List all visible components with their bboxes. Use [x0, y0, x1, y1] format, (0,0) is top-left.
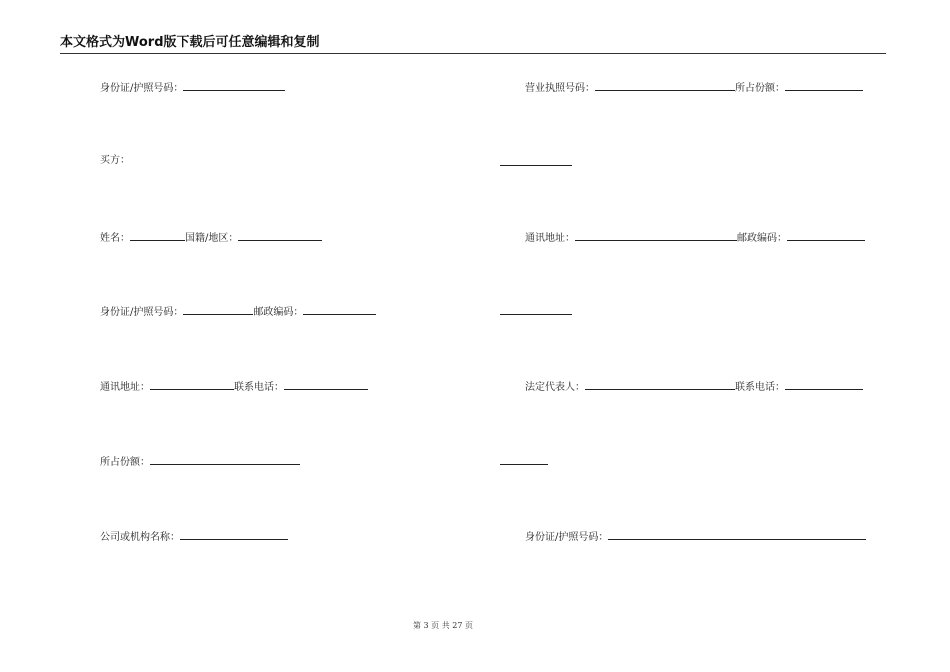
left-row-id-number: [100, 79, 285, 96]
blank-business-license-number[interactable]: [595, 79, 735, 91]
blank-company-name[interactable]: [180, 528, 288, 540]
blank-share-percentage[interactable]: [785, 79, 863, 91]
right-row-continuation-3: [500, 453, 548, 470]
blank-legal-representative[interactable]: [585, 378, 735, 390]
left-row-name-nationality: [100, 229, 322, 246]
blank-share-percentage-2[interactable]: [150, 453, 300, 465]
blank-id-passport-number[interactable]: [183, 79, 285, 91]
blank-postal-code-2[interactable]: [303, 303, 376, 315]
label-share-percentage: 所占份额：: [735, 83, 785, 94]
header-title: 本文格式为Word版下载后可任意编辑和复制: [60, 35, 320, 50]
right-row-continuation-2: [500, 303, 572, 320]
blank-id-passport-number-2[interactable]: [183, 303, 253, 315]
left-row-buyer: [100, 154, 130, 168]
blank-id-passport-number-3[interactable]: [608, 528, 866, 540]
label-company-name: 公司或机构名称：: [100, 532, 180, 543]
blank-nationality-region[interactable]: [238, 229, 322, 241]
blank-mailing-address[interactable]: [575, 229, 737, 241]
blank-phone[interactable]: [284, 378, 368, 390]
right-row-address-postcode: [525, 229, 865, 246]
blank-continuation-2[interactable]: [500, 303, 572, 315]
blank-continuation-3[interactable]: [500, 453, 548, 465]
right-row-id-number: [525, 528, 866, 545]
left-row-share: [100, 453, 300, 470]
label-postal-code: 邮政编码：: [737, 233, 787, 244]
page-footer: [0, 621, 886, 631]
right-row-legal-rep-phone: [525, 378, 863, 395]
label-legal-representative: 法定代表人：: [525, 382, 585, 393]
label-business-license-number: 营业执照号码：: [525, 83, 595, 94]
left-row-address-phone: [100, 378, 368, 395]
blank-continuation-1[interactable]: [500, 154, 572, 166]
right-row-business-license: [525, 79, 863, 96]
page-suffix: 页: [465, 621, 473, 630]
page-prefix: 第: [412, 621, 421, 630]
left-row-id-postcode: [100, 303, 376, 320]
right-row-continuation-1: [500, 154, 572, 171]
blank-postal-code[interactable]: [787, 229, 865, 241]
label-mailing-address-2: 通讯地址：: [100, 382, 150, 393]
blank-mailing-address-2[interactable]: [150, 378, 234, 390]
label-phone: 联系电话：: [234, 382, 284, 393]
label-share-percentage-2: 所占份额：: [100, 457, 150, 468]
page-header: [60, 35, 886, 54]
label-name: 姓名：: [100, 233, 130, 244]
blank-name[interactable]: [130, 229, 185, 241]
page-total: 27: [452, 621, 463, 630]
blank-phone-2[interactable]: [785, 378, 863, 390]
label-postal-code-2: 邮政编码：: [253, 307, 304, 318]
label-buyer: 买方：: [100, 155, 130, 166]
page-current: 3: [423, 621, 429, 630]
label-mailing-address: 通讯地址：: [525, 233, 575, 244]
label-nationality-region: 国籍/地区：: [185, 233, 239, 244]
label-id-passport-number-3: 身份证/护照号码：: [525, 532, 609, 543]
label-id-passport-number-2: 身份证/护照号码：: [100, 307, 184, 318]
left-row-company-name: [100, 528, 288, 545]
page-mid: 页 共: [431, 621, 450, 630]
label-phone-2: 联系电话：: [735, 382, 785, 393]
label-id-passport-number: 身份证/护照号码：: [100, 83, 184, 94]
